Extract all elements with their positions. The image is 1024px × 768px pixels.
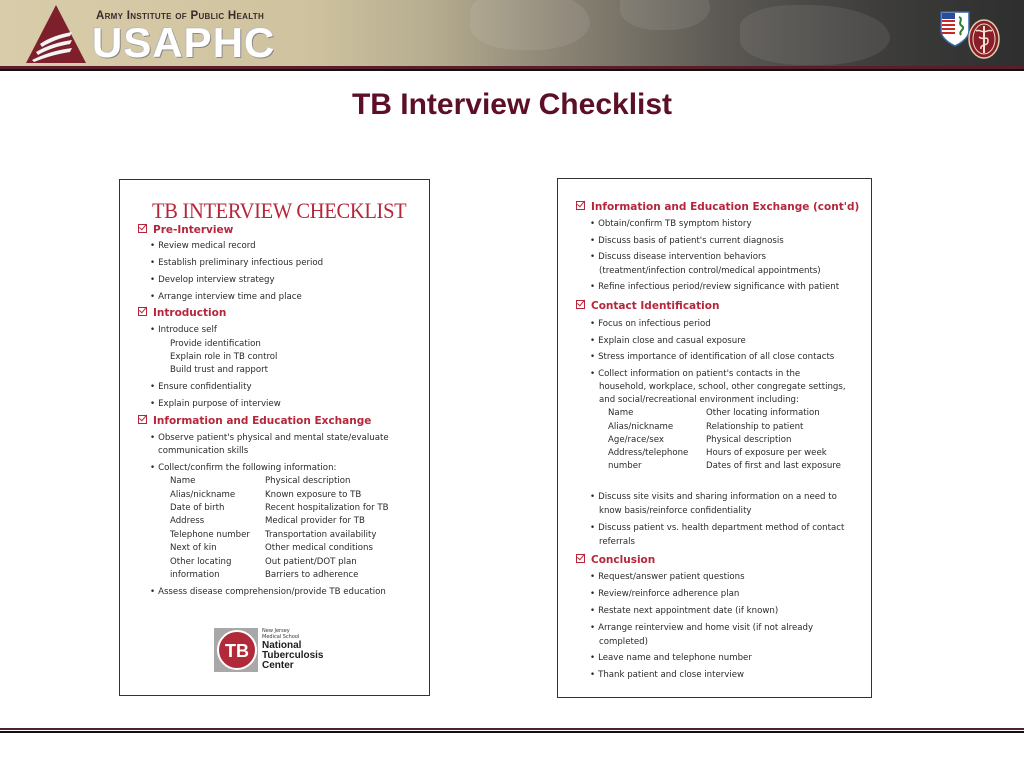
section-heading-introduction: Introduction bbox=[138, 307, 226, 319]
info-field: Medical provider for TB bbox=[265, 516, 365, 526]
info-field: Recent hospitalization for TB bbox=[265, 503, 389, 513]
list-item: • Discuss site visits and sharing information on a need to bbox=[590, 491, 837, 504]
list-item: • Stress importance of identification of all close contacts bbox=[590, 351, 834, 364]
list-item: • Discuss basis of patient's current diagnosis bbox=[590, 235, 784, 248]
map-decoration bbox=[740, 5, 890, 65]
checklist-page-1 bbox=[119, 179, 430, 696]
header-banner bbox=[0, 0, 1024, 66]
org-name: USAPHC bbox=[92, 19, 276, 66]
contact-field: Other locating information bbox=[706, 408, 820, 418]
contact-field: Dates of first and last exposure bbox=[706, 461, 841, 471]
footer-divider bbox=[0, 728, 1024, 730]
map-decoration bbox=[470, 0, 590, 50]
info-field: Physical description bbox=[265, 476, 351, 486]
checkbox-icon bbox=[576, 300, 585, 309]
list-item: • Review medical record bbox=[150, 240, 256, 253]
list-item: • Restate next appointment date (if known) bbox=[590, 605, 778, 618]
list-item: • Collect/confirm the following information: bbox=[150, 462, 336, 475]
contact-field: Age/race/sex bbox=[608, 435, 664, 445]
list-item: • Thank patient and close interview bbox=[590, 669, 744, 682]
contact-field: Relationship to patient bbox=[706, 422, 804, 432]
list-item: • Observe patient's physical and mental state/evaluate bbox=[150, 432, 389, 445]
info-field: Other medical conditions bbox=[265, 543, 373, 553]
slide-title: TB Interview Checklist bbox=[351, 88, 673, 121]
list-item: • Explain close and casual exposure bbox=[590, 335, 746, 348]
list-item: • Discuss patient vs. health department method of contact bbox=[590, 522, 844, 535]
contact-field: Physical description bbox=[706, 435, 792, 445]
checklist-page-2 bbox=[557, 178, 872, 698]
document-title: TB INTERVIEW CHECKLIST bbox=[152, 198, 407, 223]
list-item: • Establish preliminary infectious period bbox=[150, 257, 323, 270]
info-field: Transportation availability bbox=[265, 530, 377, 540]
section-heading-info-exchange: Information and Education Exchange bbox=[138, 415, 371, 427]
section-heading-info-exchange-contd: Information and Education Exchange (cont'd) bbox=[576, 201, 859, 213]
sub-item: Provide identification bbox=[170, 339, 261, 349]
list-item: • Review/reinforce adherence plan bbox=[590, 588, 739, 601]
info-field: Address bbox=[170, 516, 205, 526]
list-item-continuation: know basis/reinforce confidentiality bbox=[599, 506, 752, 516]
checkbox-icon bbox=[138, 224, 147, 233]
contact-field: Address/telephone bbox=[608, 448, 689, 458]
list-item-continuation: and social/recreational environment including: bbox=[599, 395, 799, 405]
info-field: Telephone number bbox=[170, 530, 250, 540]
footer-divider bbox=[0, 731, 1024, 733]
section-heading-conclusion: Conclusion bbox=[576, 554, 655, 566]
list-item: • Ensure confidentiality bbox=[150, 381, 252, 394]
list-item: • Obtain/confirm TB symptom history bbox=[590, 218, 752, 231]
ntbc-logo: TB New Jersey Medical School National Tuberculosis Center bbox=[214, 628, 334, 684]
list-item: • Explain purpose of interview bbox=[150, 398, 281, 411]
list-item: • Discuss disease intervention behaviors bbox=[590, 251, 766, 264]
list-item: • Introduce self bbox=[150, 324, 217, 337]
army-medical-badge-icon bbox=[968, 19, 1000, 59]
contact-field: number bbox=[608, 461, 642, 471]
sub-item: Explain role in TB control bbox=[170, 352, 278, 362]
sub-item: Build trust and rapport bbox=[170, 365, 269, 375]
list-item-continuation: completed) bbox=[599, 637, 648, 647]
header-divider bbox=[0, 69, 1024, 71]
checkbox-icon bbox=[138, 415, 147, 424]
info-field: Barriers to adherence bbox=[265, 570, 359, 580]
org-subtitle: Army Institute of Public Health bbox=[96, 10, 265, 22]
shield-crest-icon bbox=[940, 11, 970, 47]
list-item-continuation: communication skills bbox=[158, 446, 249, 456]
list-item: • Arrange reinterview and home visit (if not already bbox=[590, 622, 813, 635]
list-item-continuation: household, workplace, school, other congregate settings, bbox=[599, 382, 846, 392]
contact-field: Name bbox=[608, 408, 634, 418]
checkbox-icon bbox=[576, 201, 585, 210]
info-field: Alias/nickname bbox=[170, 490, 236, 500]
wing-swoosh-icon bbox=[30, 30, 74, 62]
section-heading-pre-interview: Pre-Interview bbox=[138, 224, 233, 236]
list-item: • Focus on infectious period bbox=[590, 318, 711, 331]
list-item: • Request/answer patient questions bbox=[590, 571, 745, 584]
checkbox-icon bbox=[576, 554, 585, 563]
info-field: Date of birth bbox=[170, 503, 225, 513]
section-heading-contact-identification: Contact Identification bbox=[576, 300, 719, 312]
list-item: • Assess disease comprehension/provide TB education bbox=[150, 586, 386, 599]
list-item: • Collect information on patient's contacts in the bbox=[590, 368, 800, 381]
list-item: • Develop interview strategy bbox=[150, 274, 275, 287]
info-field: Next of kin bbox=[170, 543, 217, 553]
list-item: • Leave name and telephone number bbox=[590, 652, 752, 665]
info-field: Out patient/DOT plan bbox=[265, 557, 357, 567]
contact-field: Hours of exposure per week bbox=[706, 448, 827, 458]
list-item-continuation: referrals bbox=[599, 537, 635, 547]
tb-logo-mark: TB bbox=[217, 630, 257, 670]
info-field: Name bbox=[170, 476, 196, 486]
contact-field: Alias/nickname bbox=[608, 422, 674, 432]
info-field: Other locating bbox=[170, 557, 232, 567]
list-item: • Arrange interview time and place bbox=[150, 291, 302, 304]
list-item: • Refine infectious period/review significance with patient bbox=[590, 281, 839, 294]
info-field: Known exposure to TB bbox=[265, 490, 362, 500]
map-decoration bbox=[620, 0, 710, 30]
list-item-continuation: (treatment/infection control/medical appointments) bbox=[599, 266, 821, 276]
info-field: information bbox=[170, 570, 220, 580]
checkbox-icon bbox=[138, 307, 147, 316]
